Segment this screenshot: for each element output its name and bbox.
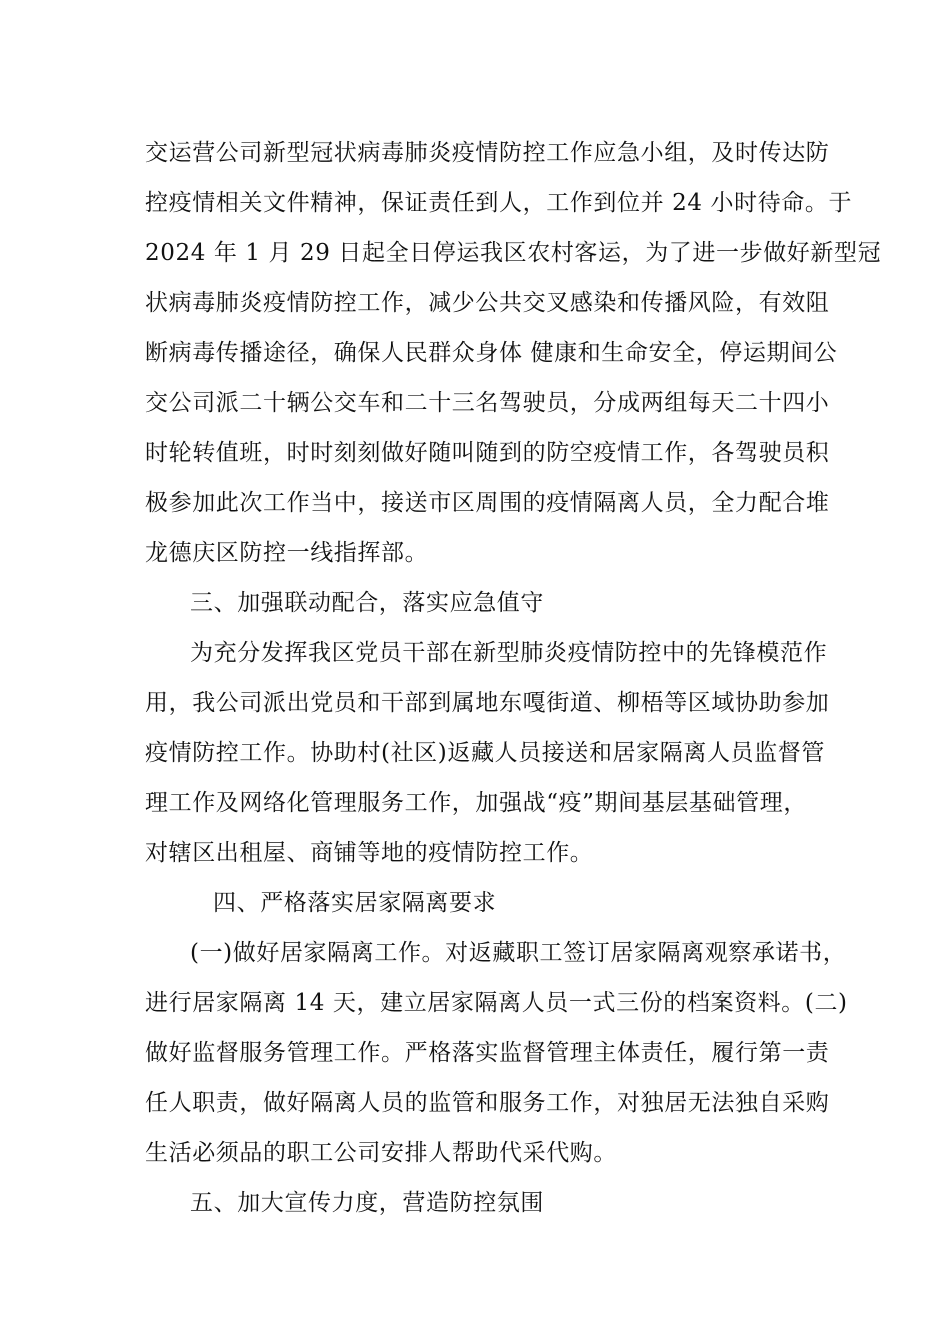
paragraph-1-line-2: 控疫情相关文件精神，保证责任到人，工作到位并 24 小时待命。于	[145, 190, 853, 216]
paragraph-1-line-9: 龙德庆区防控一线指挥部。	[145, 540, 429, 566]
paragraph-3-line-4: 理工作及网络化管理服务工作，加强战“疫”期间基层基础管理，	[145, 790, 807, 816]
paragraph-1-line-1: 交运营公司新型冠状病毒肺炎疫情防控工作应急小组，及时传达防	[145, 140, 830, 166]
paragraph-4-line-3: 做好监督服务管理工作。严格落实监督管理主体责任，履行第一责	[145, 1040, 830, 1066]
paragraph-1-line-6: 交公司派二十辆公交车和二十三名驾驶员，分成两组每天二十四小	[145, 390, 830, 416]
paragraph-1-line-3: 2024 年 1 月 29 日起全日停运我区农村客运，为了进一步做好新型冠	[145, 240, 882, 266]
section-4-heading: 四、严格落实居家隔离要求	[213, 890, 497, 916]
paragraph-1-line-8: 极参加此次工作当中，接送市区周围的疫情隔离人员，全力配合堆	[145, 490, 830, 516]
section-3-heading: 三、加强联动配合，落实应急值守	[190, 590, 544, 616]
paragraph-1-line-4: 状病毒肺炎疫情防控工作，减少公共交叉感染和传播风险，有效阻	[145, 290, 830, 316]
paragraph-3-line-5: 对辖区出租屋、商铺等地的疫情防控工作。	[145, 840, 594, 866]
section-5-heading: 五、加大宣传力度，营造防控氛围	[190, 1190, 544, 1216]
paragraph-3-line-2: 用，我公司派出党员和干部到属地东嘎街道、柳梧等区域协助参加	[145, 690, 830, 716]
paragraph-4-line-2: 进行居家隔离 14 天，建立居家隔离人员一式三份的档案资料。(二)	[145, 990, 848, 1016]
paragraph-3-line-1: 为充分发挥我区党员干部在新型肺炎疫情防控中的先锋模范作	[190, 640, 828, 666]
paragraph-3-line-3: 疫情防控工作。协助村(社区)返藏人员接送和居家隔离人员监督管	[145, 740, 825, 766]
paragraph-1-line-7: 时轮转值班，时时刻刻做好随叫随到的防空疫情工作，各驾驶员积	[145, 440, 830, 466]
paragraph-4-line-1: (一)做好居家隔离工作。对返藏职工签订居家隔离观察承诺书，	[190, 940, 847, 966]
paragraph-1-line-5: 断病毒传播途径，确保人民群众身体 健康和生命安全，停运期间公	[145, 340, 838, 366]
paragraph-4-line-5: 生活必须品的职工公司安排人帮助代采代购。	[145, 1140, 617, 1166]
paragraph-4-line-4: 任人职责，做好隔离人员的监管和服务工作，对独居无法独自采购	[145, 1090, 830, 1116]
